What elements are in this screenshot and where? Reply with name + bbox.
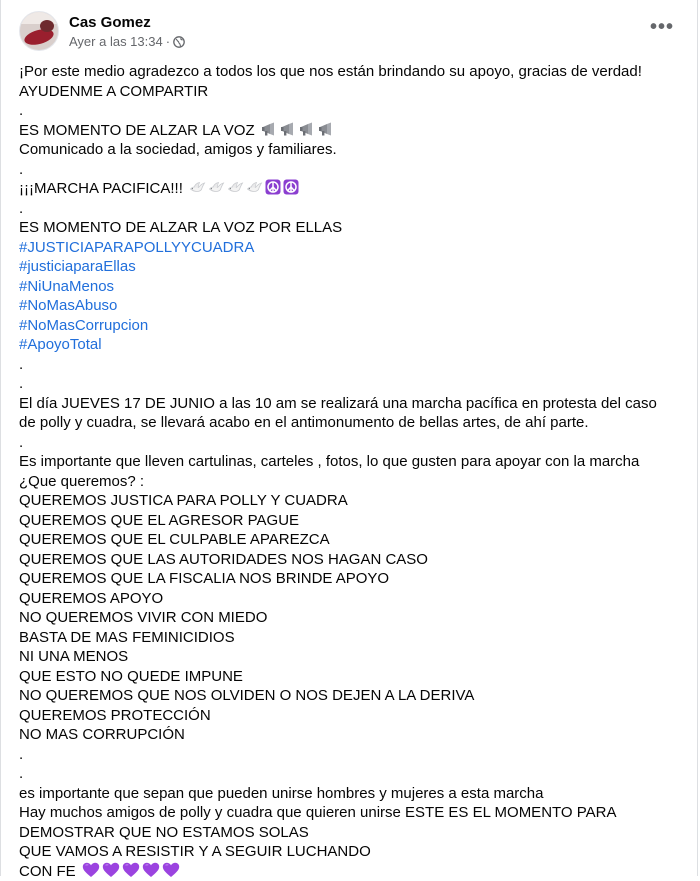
post-text-line — [19, 472, 685, 492]
post-text-line — [19, 394, 685, 414]
post-body — [19, 62, 685, 881]
post-text: . — [19, 375, 23, 392]
post-text-line — [19, 764, 685, 784]
post-text: . — [19, 356, 23, 373]
avatar[interactable] — [19, 11, 59, 51]
post-text: ¡Por este medio agradezco a todos los que nos están brindando su apoyo, gracias de verdad! — [19, 63, 642, 80]
author-name[interactable]: Cas Gomez — [69, 13, 185, 32]
purple-heart-icon — [162, 862, 180, 878]
purple-heart-icon — [142, 862, 160, 878]
purple-heart-icon — [102, 862, 120, 878]
post-text-line — [19, 413, 685, 433]
post-text-line — [19, 160, 685, 180]
post-text: QUEREMOS PROTECCIÓN — [19, 707, 211, 724]
hashtag-line — [19, 335, 685, 355]
peace-symbol-icon — [283, 179, 299, 195]
megaphone-icon — [261, 122, 278, 137]
post-text-line — [19, 550, 685, 570]
post-text: BASTA DE MAS FEMINICIDIOS — [19, 629, 235, 646]
hashtag-link[interactable]: #NoMasCorrupcion — [19, 317, 148, 334]
post-text-line — [19, 140, 685, 160]
post-text: NO MAS CORRUPCIÓN — [19, 726, 185, 743]
hashtag-link[interactable]: #justiciaparaEllas — [19, 258, 136, 275]
post-text: DEMOSTRAR QUE NO ESTAMOS SOLAS — [19, 824, 309, 841]
post-text-line — [19, 374, 685, 394]
post-meta — [69, 13, 185, 50]
post-text-line — [19, 491, 685, 511]
megaphone-icon — [280, 122, 297, 137]
post-text-line — [19, 647, 685, 667]
more-options-icon[interactable]: ••• — [649, 14, 675, 40]
peace-symbol-icon — [265, 179, 281, 195]
hashtag-line — [19, 257, 685, 277]
post-text: QUEREMOS QUE LA FISCALIA NOS BRINDE APOYO — [19, 570, 389, 587]
post-text-line — [19, 179, 685, 199]
separator: · — [166, 33, 170, 50]
post-text: QUE VAMOS A RESISTIR Y A SEGUIR LUCHANDO — [19, 843, 371, 860]
post-text: ¡¡¡MARCHA PACIFICA!!! — [19, 180, 183, 197]
post-text-line — [19, 842, 685, 862]
dove-icon — [208, 180, 225, 195]
post-text-line — [19, 608, 685, 628]
purple-heart-icon — [82, 862, 100, 878]
post-text: es importante que sepan que pueden unirse hombres y mujeres a esta marcha — [19, 785, 543, 802]
post-text-line — [19, 667, 685, 687]
post-text: ES MOMENTO DE ALZAR LA VOZ POR ELLAS — [19, 219, 342, 236]
post-text: NO QUEREMOS QUE NOS OLVIDEN O NOS DEJEN A LA DERIVA — [19, 687, 474, 704]
post-text-line — [19, 823, 685, 843]
hashtag-link[interactable]: #ApoyoTotal — [19, 336, 102, 353]
hashtag-link[interactable]: #NiUnaMenos — [19, 278, 114, 295]
post-text-line — [19, 803, 685, 823]
post-text-line — [19, 62, 685, 82]
post-text: ¿Que queremos? : — [19, 473, 144, 490]
globe-icon[interactable] — [173, 35, 185, 47]
post-text: AYUDENME A COMPARTIR — [19, 83, 208, 100]
post-text: CON FE — [19, 863, 76, 880]
post-text: NO QUEREMOS VIVIR CON MIEDO — [19, 609, 267, 626]
post-text: . — [19, 102, 23, 119]
post-text: . — [19, 161, 23, 178]
megaphone-icon — [299, 122, 316, 137]
post-text: . — [19, 746, 23, 763]
post-text: ES MOMENTO DE ALZAR LA VOZ — [19, 122, 255, 139]
post-text: QUEREMOS QUE LAS AUTORIDADES NOS HAGAN CASO — [19, 551, 428, 568]
post-text-line — [19, 569, 685, 589]
post-text-line — [19, 199, 685, 219]
post-text: El día JUEVES 17 DE JUNIO a las 10 am se realizará una marcha pacífica en protesta del caso — [19, 395, 657, 412]
megaphone-icon — [318, 122, 335, 137]
post-text-line — [19, 784, 685, 804]
post-text-line — [19, 589, 685, 609]
purple-heart-icon — [122, 862, 140, 878]
post-text-line — [19, 686, 685, 706]
post-text: . — [19, 434, 23, 451]
post-timestamp-row — [69, 33, 185, 50]
dove-icon — [246, 180, 263, 195]
post-text-line — [19, 706, 685, 726]
hashtag-line — [19, 316, 685, 336]
post-text-line — [19, 82, 685, 102]
post-text-line — [19, 745, 685, 765]
hashtag-link[interactable]: #JUSTICIAPARAPOLLYYCUADRA — [19, 239, 254, 256]
hashtag-link[interactable]: #NoMasAbuso — [19, 297, 117, 314]
hashtag-line — [19, 296, 685, 316]
dove-icon — [227, 180, 244, 195]
dove-icon — [189, 180, 206, 195]
post-text: . — [19, 765, 23, 782]
post-text: de polly y cuadra, se llevará acabo en el antimonumento de bellas artes, de ahí parte. — [19, 414, 589, 431]
post-text-line — [19, 628, 685, 648]
post-text-line — [19, 433, 685, 453]
post-text: QUEREMOS QUE EL AGRESOR PAGUE — [19, 512, 299, 529]
post-text-line — [19, 355, 685, 375]
post-timestamp[interactable]: Ayer a las 13:34 — [69, 33, 163, 50]
post-text: Es importante que lleven cartulinas, carteles , fotos, lo que gusten para apoyar con la marcha — [19, 453, 639, 470]
post-text: QUE ESTO NO QUEDE IMPUNE — [19, 668, 243, 685]
post-text: QUEREMOS APOYO — [19, 590, 163, 607]
post-text: . — [19, 200, 23, 217]
post-text: NI UNA MENOS — [19, 648, 128, 665]
post-text-line — [19, 101, 685, 121]
post-text: QUEREMOS JUSTICA PARA POLLY Y CUADRA — [19, 492, 348, 509]
post-text-line — [19, 511, 685, 531]
post-text-line — [19, 218, 685, 238]
hashtag-line — [19, 277, 685, 297]
post-text-line — [19, 530, 685, 550]
post-text-line — [19, 725, 685, 745]
post-header — [19, 9, 185, 53]
post-text: Hay muchos amigos de polly y cuadra que quieren unirse ESTE ES EL MOMENTO PARA — [19, 804, 616, 821]
post-text-line — [19, 452, 685, 472]
post-text-line — [19, 121, 685, 141]
hashtag-line — [19, 238, 685, 258]
post-text: QUEREMOS QUE EL CULPABLE APAREZCA — [19, 531, 330, 548]
post-text: Comunicado a la sociedad, amigos y familiares. — [19, 141, 337, 158]
post-text-line — [19, 862, 685, 881]
